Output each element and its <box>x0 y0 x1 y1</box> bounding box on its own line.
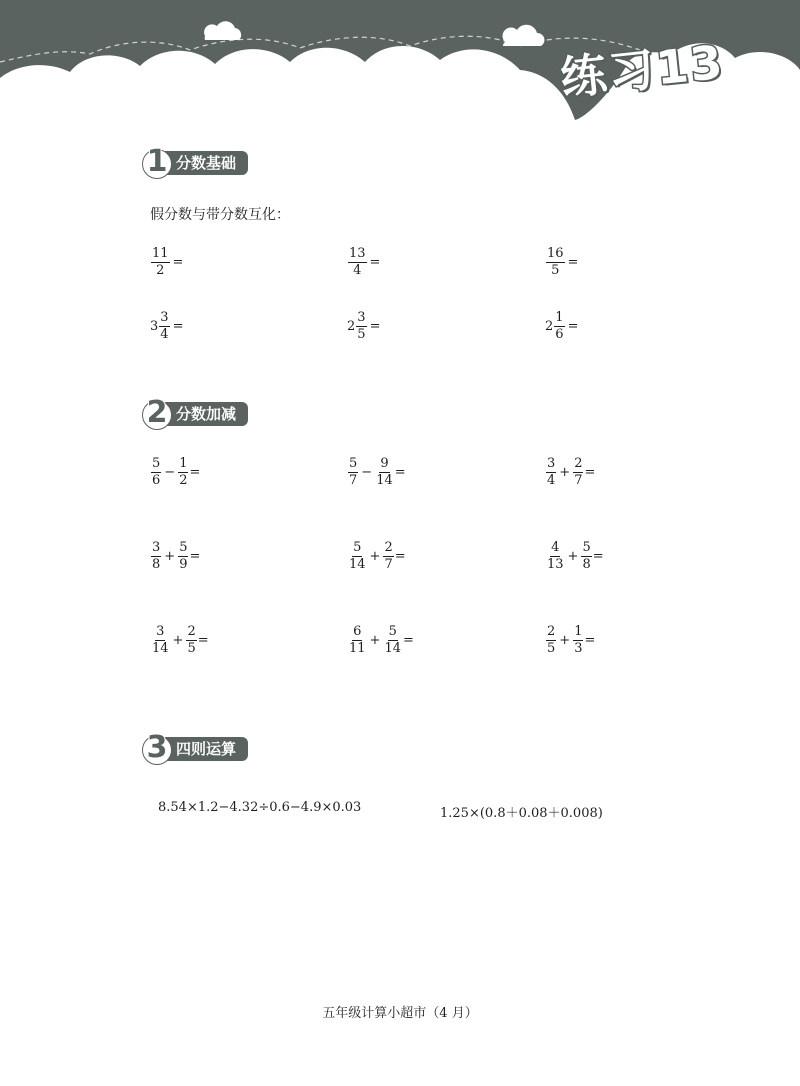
problem-mixed: 3 $\frac{3}{4}$ = <box>150 310 184 342</box>
fraction: $\frac{1}{6}$ <box>555 310 564 342</box>
problem-fraction-op: $\frac{5}{6}$ − $\frac{1}{2}$ = <box>152 456 201 488</box>
section-number: 1 <box>146 144 168 179</box>
footer-text: 五年级计算小超市（4 月） <box>322 1006 478 1021</box>
problem-fraction-op: $\frac{3}{14}$ + $\frac{2}{5}$ = <box>152 624 209 656</box>
expression: 8.54×1.2−4.32÷0.6−4.9×0.03 <box>158 800 362 815</box>
fraction: $\frac{16}{5}$ <box>547 246 564 278</box>
section-label: 分数基础 <box>160 151 248 175</box>
problem-improper: $\frac{13}{4}$ = <box>349 246 381 278</box>
fraction: $\frac{3}{5}$ <box>357 310 366 342</box>
problem-fraction-op: $\frac{2}{5}$ + $\frac{1}{3}$ = <box>547 624 596 656</box>
problem-fraction-op: $\frac{4}{13}$ + $\frac{5}{8}$ = <box>547 540 604 572</box>
expression: 1.25×(0.8＋0.08＋0.008) <box>440 806 603 821</box>
fraction: $\frac{13}{4}$ <box>349 246 366 278</box>
fraction: $\frac{3}{4}$ <box>160 310 169 342</box>
fraction: $\frac{11}{2}$ <box>152 246 169 278</box>
instruction-text: 假分数与带分数互化： <box>150 207 290 223</box>
problem-fraction-op: $\frac{6}{11}$ + $\frac{5}{14}$ = <box>349 624 414 656</box>
section-number: 3 <box>146 730 168 765</box>
problem-fraction-op: $\frac{3}{4}$ + $\frac{2}{7}$ = <box>547 456 596 488</box>
problem-improper: $\frac{16}{5}$ = <box>547 246 579 278</box>
page-title: 练习13 <box>557 34 727 106</box>
problem-fraction-op: $\frac{5}{14}$ + $\frac{2}{7}$ = <box>349 540 406 572</box>
header-banner <box>0 0 800 130</box>
problem-mixed: 2 $\frac{1}{6}$ = <box>545 310 579 342</box>
problem-improper: $\frac{11}{2}$ = <box>152 246 184 278</box>
problem-fraction-op: $\frac{5}{7}$ − $\frac{9}{14}$ = <box>349 456 406 488</box>
problem-mixed: 2 $\frac{3}{5}$ = <box>347 310 381 342</box>
section-label: 四则运算 <box>160 737 248 761</box>
section-number: 2 <box>146 395 168 430</box>
section-label: 分数加减 <box>160 402 248 426</box>
problem-fraction-op: $\frac{3}{8}$ + $\frac{5}{9}$ = <box>152 540 201 572</box>
